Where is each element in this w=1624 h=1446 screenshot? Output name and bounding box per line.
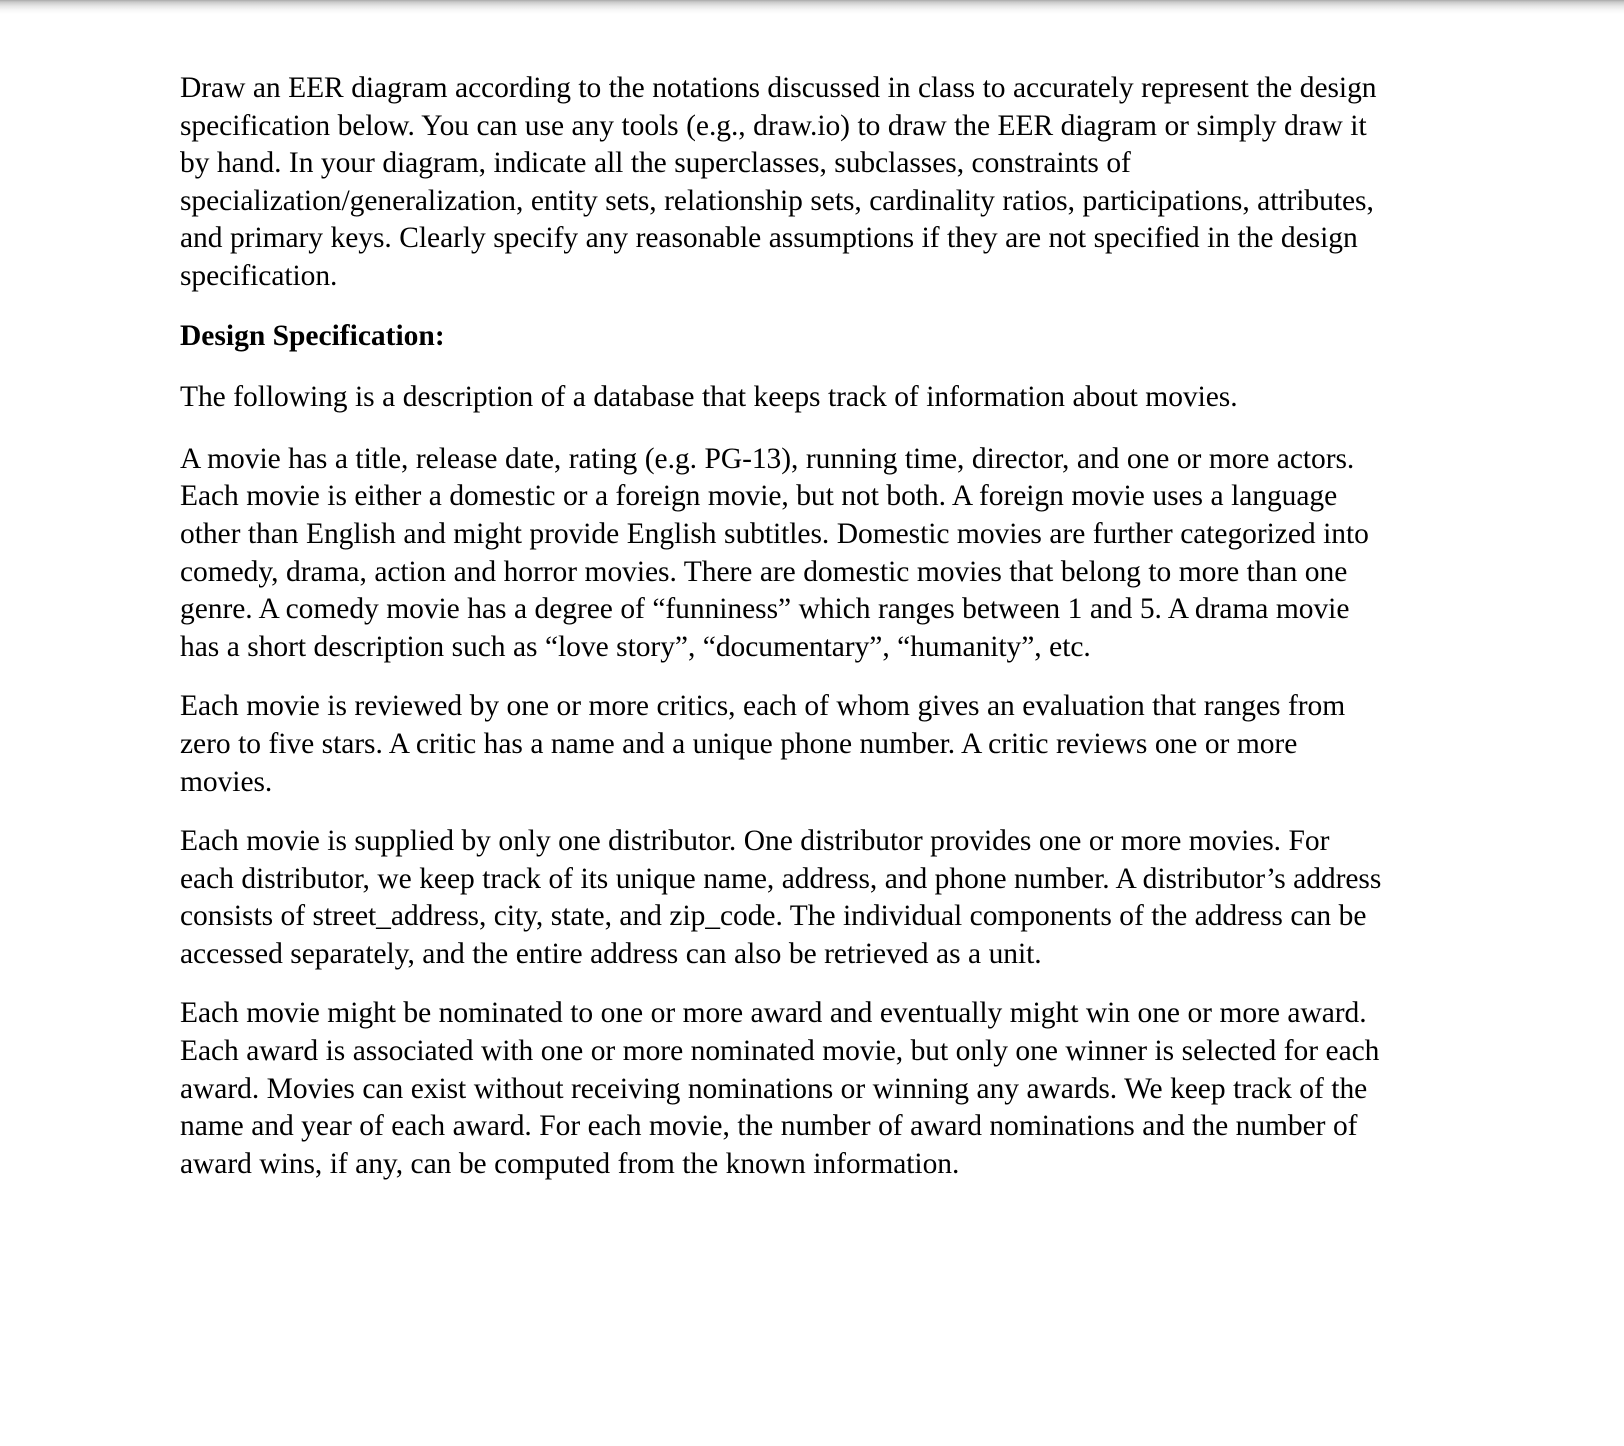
paragraph-assignment-instructions: Draw an EER diagram according to the notations discussed in class to accurately represent the design specification below. You can use any tools (e.g., draw.io) to draw the EER diagram or simply draw it by hand. In your diagram, indicate all the superclasses, subclasses, constraints of specialization/generalization, entity sets, relationship sets, cardinality ratios, participations, attributes, and primary keys. Clearly specify any reasonable assumptions if they are not specified in the design specification. — [180, 72, 1377, 292]
paragraph-award-entity: Each movie might be nominated to one or more award and eventually might win one or more award. Each award is associated with one or more nominated movie, but only one winner is selected for each award. Movies can exist without receiving nominations or winning any awards. We keep track of the name and year of each award. For each movie, the number of award nominations and the number of award wins, if any, can be computed from the known information. — [180, 997, 1380, 1180]
paragraph-critic-entity: Each movie is reviewed by one or more critics, each of whom gives an evaluation that ranges from zero to five stars. A critic has a name and a unique phone number. A critic reviews one or more movies. — [180, 690, 1346, 798]
paragraph-movie-entity: A movie has a title, release date, rating (e.g. PG-13), running time, director, and one or more actors. Each movie is either a domestic or a foreign movie, but not both. A foreign movie uses a language other than English and might provide English subtitles. Domestic movies are further categorized into comedy, drama, action and horror movies. There are domestic movies that belong to more than one genre. A comedy movie has a degree of “funniness” which ranges between 1 and 5. A drama movie has a short description such as “love story”, “documentary”, “humanity”, etc. — [180, 442, 1369, 663]
document-text-column — [180, 70, 1390, 1183]
heading-design-specification: Design Specification: — [180, 319, 445, 352]
top-edge-shadow — [0, 0, 1624, 14]
paragraph-distributor-entity: Each movie is supplied by only one distributor. One distributor provides one or more movies. For each distributor, we keep track of its unique name, address, and phone number. A distributor’s address consists of street_address, city, state, and zip_code. The individual components of the address can be accessed separately, and the entire address can also be retrieved as a unit. — [180, 825, 1382, 970]
paragraph-database-overview: The following is a description of a database that keeps track of information about movies. — [180, 381, 1238, 414]
